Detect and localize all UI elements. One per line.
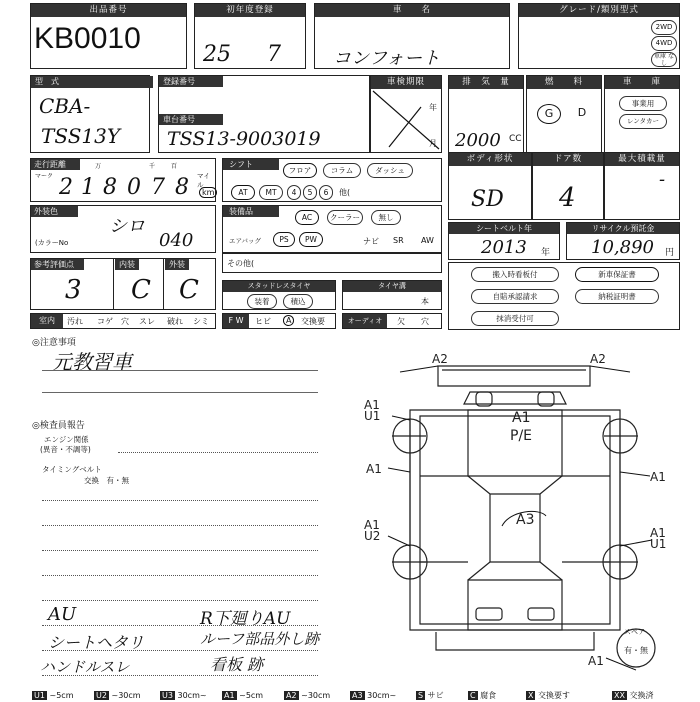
mileage-d2: 8 xyxy=(103,175,117,200)
shift-4: 4 xyxy=(287,185,301,200)
model-label: 型 式 xyxy=(31,76,153,88)
room-dirt: 汚れ xyxy=(67,317,83,326)
insp-rule-4 xyxy=(42,550,318,551)
body-header: ボディ形状 xyxy=(449,153,531,166)
equip-navi: ナビ xyxy=(363,237,379,246)
mileage-mark: マーク xyxy=(35,173,54,180)
mileage-label: 走行距離 xyxy=(31,159,80,170)
model-prefix: CBA- xyxy=(39,94,91,118)
car-name-box xyxy=(314,3,510,69)
diag-a1u1-right: A1 U1 xyxy=(650,526,667,551)
mileage-sen: 千 xyxy=(149,163,156,170)
note-au: AU xyxy=(48,604,77,625)
fuel-gasoline xyxy=(537,104,561,124)
legend-s-text: サビ xyxy=(427,691,444,700)
interior-grade: C xyxy=(131,275,151,305)
score-label: 参考評価点 xyxy=(31,259,84,270)
legend-u3 xyxy=(160,690,207,702)
legend-s xyxy=(416,690,444,702)
fuel-diesel xyxy=(571,104,593,122)
recycle-label: リサイクル預託金 xyxy=(567,223,679,234)
shift-label: シフト xyxy=(223,159,279,170)
lot-number: KB0010 xyxy=(34,22,141,55)
mileage-mi-unit: マイル xyxy=(197,172,210,189)
legend-x-key: X xyxy=(528,691,534,700)
stand-mounted: 装着 xyxy=(247,294,277,309)
legend-x-text: 交換要す xyxy=(538,691,571,700)
drive-4wd: 4WD xyxy=(651,36,677,51)
legend-xx-key: XX xyxy=(614,691,625,700)
shift-5: 5 xyxy=(303,185,317,200)
audio-box xyxy=(342,313,442,329)
notes-line-1: 元教習車 xyxy=(52,350,132,374)
diag-a1u2-left: A1 U2 xyxy=(364,518,381,543)
inspector-title: ◎検査員報告 xyxy=(32,421,85,431)
stand-loaded: 積込 xyxy=(283,294,313,309)
room-scuff: スレ xyxy=(139,317,155,326)
docs-box xyxy=(448,262,680,330)
legend-a1-key: A1 xyxy=(224,691,235,700)
legend-u1-text: ~5cm xyxy=(49,691,74,700)
capacity-header: 最大積載量 xyxy=(605,153,679,166)
first-reg-box xyxy=(194,3,306,69)
mileage-hyaku: 百 xyxy=(171,163,178,170)
color-box xyxy=(30,205,216,253)
legend-u1-key: U1 xyxy=(34,691,45,700)
diag-a1-right: A1 xyxy=(650,470,666,484)
recycle-unit: 円 xyxy=(665,248,675,258)
legend-xx-text: 交換済 xyxy=(629,691,654,700)
legend-c-text: 腐食 xyxy=(480,691,497,700)
shift-dash: ダッシュ xyxy=(367,163,413,178)
mileage-man: 万 xyxy=(95,163,102,170)
diag-a2-right: A2 xyxy=(590,352,606,366)
spare-value: 有・無 xyxy=(624,646,648,655)
equip-sr: SR xyxy=(393,236,404,245)
car-name: コンフォート xyxy=(333,48,441,69)
legend-a3-text: 30cm~ xyxy=(367,691,397,700)
equip-cooler: クーラー xyxy=(327,210,363,225)
mileage-box xyxy=(30,158,216,202)
seatbelt-unit: 年 xyxy=(541,248,551,258)
legend-u1 xyxy=(32,690,73,702)
score-divider-2 xyxy=(163,259,164,309)
mileage-d1: 1 xyxy=(81,175,95,200)
color-no-label: (カラーNo xyxy=(35,239,69,247)
fw-a: A xyxy=(283,315,294,326)
legend-a1 xyxy=(222,690,263,702)
diag-a2-left: A2 xyxy=(432,352,448,366)
fuel-g-text: G xyxy=(544,107,554,120)
capacity-value: - xyxy=(659,169,666,190)
body-box xyxy=(448,152,532,220)
mileage-d0: 2 xyxy=(59,175,73,200)
car-name-header: 車 名 xyxy=(315,4,509,17)
legend-c xyxy=(468,690,496,702)
displacement-unit: CC xyxy=(509,134,522,144)
stand-label: スタッドレスタイヤ xyxy=(223,281,335,292)
rental-car: レンタカー xyxy=(619,114,667,129)
garage-header: 車 庫 xyxy=(605,76,679,89)
mileage-d5: 8 xyxy=(175,175,189,200)
grade-header: グレード/類別型式 xyxy=(519,4,679,17)
note-handle: ハンドルスレ xyxy=(40,658,130,676)
model-box xyxy=(30,75,150,153)
tire-box xyxy=(342,280,442,310)
shift-at: AT xyxy=(231,185,255,200)
grade-box xyxy=(518,3,680,69)
inspection-month-label: 月 xyxy=(429,139,437,148)
recycle-box xyxy=(566,222,680,260)
diag-a3: A3 xyxy=(516,512,535,528)
model-code: TSS13Y xyxy=(41,124,121,148)
doors-value: 4 xyxy=(559,183,576,213)
diag-a1-bottom: A1 xyxy=(588,654,604,668)
room-tear: 破れ xyxy=(167,317,183,326)
notes-title: ◎注意事項 xyxy=(32,338,76,348)
audio-label: オーディオ xyxy=(343,314,387,328)
equip-aw: AW xyxy=(421,236,434,245)
insp-rule-1 xyxy=(118,452,318,453)
equipment-label: 装備品 xyxy=(223,206,279,217)
color-value: シロ xyxy=(109,216,145,237)
score-box xyxy=(30,258,216,310)
diag-a1u1-left: A1 U1 xyxy=(364,398,381,423)
equip-ac: AC xyxy=(295,210,319,225)
color-label: 外装色 xyxy=(31,206,78,217)
room-stain: シミ xyxy=(193,317,209,326)
shift-other: 他( xyxy=(339,188,351,197)
score-divider-1 xyxy=(113,259,114,309)
displacement-box xyxy=(448,75,524,153)
audio-hole: 穴 xyxy=(421,317,429,326)
legend-s-key: S xyxy=(418,691,424,700)
legend-u2-key: U2 xyxy=(96,691,107,700)
reg-box xyxy=(158,75,370,153)
fuel-header: 燃 料 xyxy=(527,76,601,89)
garage-none: 車庫 なし xyxy=(651,52,677,67)
equip-other-box xyxy=(222,253,442,273)
fw-box xyxy=(222,313,336,329)
stand-box xyxy=(222,280,336,310)
shift-mt: MT xyxy=(259,185,283,200)
legend-a2-text: ~30cm xyxy=(301,691,331,700)
first-reg-header: 初年度登録 xyxy=(195,4,305,17)
equip-other: その他( xyxy=(227,259,255,268)
spare-label: スペア xyxy=(624,628,645,636)
body-shape: SD xyxy=(471,187,504,212)
shift-box xyxy=(222,158,442,202)
timing-label: タイミングベルト xyxy=(42,465,102,474)
note-seat: シートヘタリ xyxy=(48,633,145,652)
diag-a1-roof: A1 xyxy=(512,410,531,426)
legend-a3-key: A3 xyxy=(352,691,363,700)
mileage-d4: 7 xyxy=(151,175,165,200)
doc-tax: 納税証明書 xyxy=(575,289,659,304)
first-reg-year: 25 xyxy=(203,42,231,67)
engine-label: エンジン関係 xyxy=(44,435,89,444)
tire-value: 本 xyxy=(421,297,429,306)
shift-6: 6 xyxy=(319,185,333,200)
insp-rule-5 xyxy=(42,575,318,576)
mileage-km-unit: km xyxy=(199,187,217,198)
lot-header: 出品番号 xyxy=(31,4,186,17)
legend-a1-text: ~5cm xyxy=(239,691,264,700)
legend-a2 xyxy=(284,690,330,702)
displacement-header: 排 気 量 xyxy=(449,76,523,89)
fuel-d-text: D xyxy=(577,106,587,119)
note-r1: R下廻りAU xyxy=(200,609,291,629)
room-box xyxy=(30,313,216,329)
legend-xx xyxy=(612,690,654,702)
doors-box xyxy=(532,152,604,220)
interior-label: 内装 xyxy=(115,259,139,270)
doors-header: ドア数 xyxy=(533,153,603,166)
legend-u2 xyxy=(94,690,141,702)
fw-label: F W xyxy=(223,314,249,328)
fuel-box xyxy=(526,75,602,153)
room-hole: 穴 xyxy=(121,317,129,326)
legend-u3-key: U3 xyxy=(162,691,173,700)
capacity-box xyxy=(604,152,680,220)
equip-airbag: エアバッグ xyxy=(229,237,261,245)
legend-x xyxy=(526,690,570,702)
lot-box xyxy=(30,3,187,69)
legend-a3 xyxy=(350,690,396,702)
doc-warranty: 新車保証書 xyxy=(575,267,659,282)
drive-2wd: 2WD xyxy=(651,20,677,35)
exterior-grade: C xyxy=(179,275,199,305)
legend-c-key: C xyxy=(470,691,476,700)
audio-missing: 欠 xyxy=(397,317,405,326)
displacement-value: 2000 xyxy=(455,130,501,151)
equip-none: 無し xyxy=(371,210,401,225)
legend-u3-text: 30cm~ xyxy=(177,691,207,700)
exterior-label: 外装 xyxy=(165,259,189,270)
inspection-header: 車検期限 xyxy=(371,76,441,89)
seatbelt-box xyxy=(448,222,560,260)
insp-rule-6 xyxy=(42,600,318,601)
recycle-value: 10,890 xyxy=(591,237,654,258)
chassis-label: 車台番号 xyxy=(159,114,223,125)
fw-crack: ヒビ xyxy=(255,317,271,326)
color-no: 040 xyxy=(159,230,194,251)
chassis-number: TSS13-9003019 xyxy=(167,128,321,150)
timing-sub: 交換 有・無 xyxy=(84,476,129,485)
note-r3: 看板 跡 xyxy=(210,655,264,674)
first-reg-month: 7 xyxy=(267,42,281,67)
equip-ps: PS xyxy=(273,232,295,247)
notes-rule-2 xyxy=(42,392,318,393)
engine-sub: (異音・不調等) xyxy=(40,445,91,454)
doc-signboard: 搬入時看板付 xyxy=(471,267,559,282)
business-use: 事業用 xyxy=(619,96,667,111)
notes-rule-1 xyxy=(42,370,318,371)
doc-deregister: 抹消受付可 xyxy=(471,311,559,326)
room-burn: コゲ xyxy=(97,317,113,326)
fw-replace: 交換要 xyxy=(301,317,325,326)
seatbelt-year: 2013 xyxy=(481,237,527,258)
note-r2: ルーフ部品外し跡 xyxy=(200,630,320,648)
equip-pw: PW xyxy=(299,232,323,247)
diag-pre: P/E xyxy=(510,428,533,444)
shift-column: コラム xyxy=(323,163,361,178)
seatbelt-label: シートベルト年 xyxy=(449,223,559,234)
diag-a1-left: A1 xyxy=(366,462,382,476)
inspection-year-label: 年 xyxy=(429,103,437,112)
legend-u2-text: ~30cm xyxy=(111,691,141,700)
inspection-box xyxy=(370,75,442,153)
doc-insurance: 自賠承認請求 xyxy=(471,289,559,304)
insp-rule-3 xyxy=(42,525,318,526)
mileage-d3: 0 xyxy=(127,175,141,200)
insp-rule-2 xyxy=(42,500,318,501)
reg-label: 登録番号 xyxy=(159,76,223,87)
shift-floor: フロア xyxy=(283,163,317,178)
room-label: 室内 xyxy=(31,314,63,328)
legend-a2-key: A2 xyxy=(286,691,297,700)
equipment-box xyxy=(222,205,442,253)
score-value: 3 xyxy=(65,275,82,305)
tire-label: タイヤ溝 xyxy=(343,281,441,292)
garage-box xyxy=(604,75,680,153)
